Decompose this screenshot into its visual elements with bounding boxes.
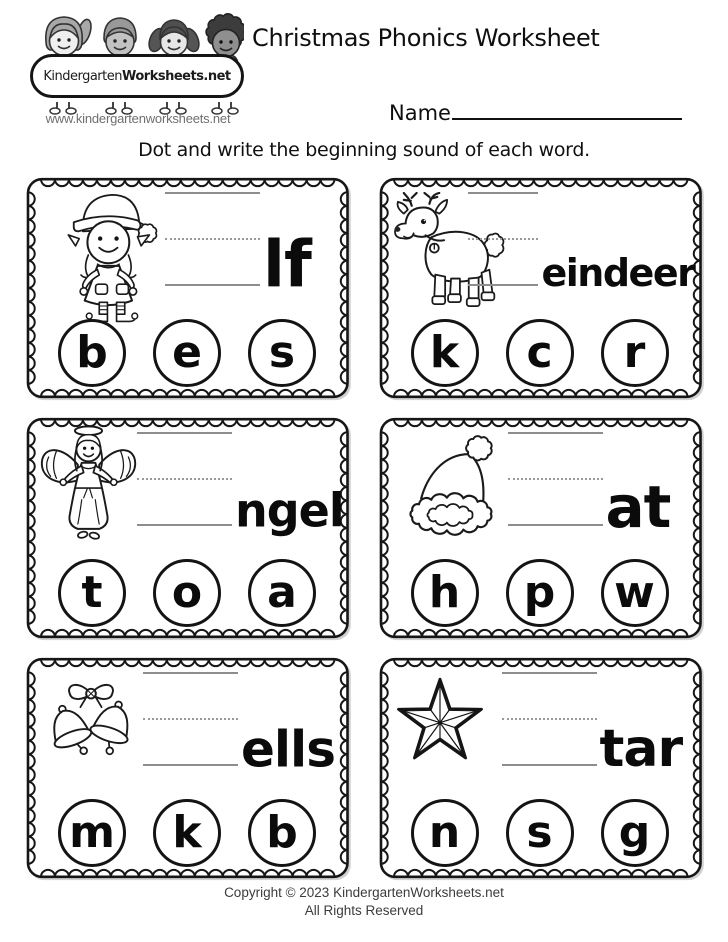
letter-bubble[interactable]: [58, 559, 126, 627]
letter-bubble[interactable]: [506, 559, 574, 627]
angel-illustration: [33, 422, 145, 560]
handwriting-guides[interactable]: [502, 672, 597, 766]
choice-letter: m: [69, 807, 115, 858]
choice-letter: a: [267, 567, 297, 618]
letter-choices: [58, 799, 316, 867]
choice-letter: e: [172, 327, 202, 378]
card-bells: [25, 656, 351, 880]
letter-bubble[interactable]: [601, 319, 669, 387]
brand-logo: [30, 8, 244, 132]
choice-letter: h: [428, 567, 461, 618]
website-url: www.kindergartenworksheets.net: [45, 111, 231, 126]
card-santa-hat: [378, 416, 704, 640]
guide-line-bottom: [165, 284, 260, 286]
word-suffix: tar: [599, 718, 683, 779]
choice-letter: w: [614, 567, 655, 618]
guide-line-top: [137, 432, 232, 434]
guide-line-bottom: [508, 524, 603, 526]
word-suffix: ells: [241, 720, 335, 779]
handwriting-guides[interactable]: [468, 192, 538, 286]
name-blank-line[interactable]: [452, 96, 682, 120]
letter-choices: [58, 559, 316, 627]
guide-line-bottom: [143, 764, 238, 766]
card-angel: [25, 416, 351, 640]
letter-bubble[interactable]: [411, 799, 479, 867]
letter-choices: [411, 319, 669, 387]
brand-badge: [30, 54, 244, 98]
handwriting-guides[interactable]: [143, 672, 238, 766]
letter-choices: [58, 319, 316, 387]
name-label: Name: [389, 101, 451, 125]
word-suffix: eindeer: [541, 250, 695, 295]
choice-letter: p: [523, 567, 556, 618]
guide-line-bottom: [468, 284, 538, 286]
handwriting-guides[interactable]: [508, 432, 603, 526]
letter-bubble[interactable]: [411, 559, 479, 627]
letter-bubble[interactable]: [153, 319, 221, 387]
choice-letter: s: [526, 807, 553, 858]
choice-letter: c: [526, 327, 553, 378]
choice-letter: s: [268, 327, 296, 378]
card-reindeer: [378, 176, 704, 400]
guide-line-top: [508, 432, 603, 434]
letter-bubble[interactable]: [248, 559, 316, 627]
letter-bubble[interactable]: [601, 559, 669, 627]
letter-bubble[interactable]: [58, 799, 126, 867]
letter-bubble[interactable]: [153, 799, 221, 867]
card-star: [378, 656, 704, 880]
brand-name-suffix: Worksheets.net: [121, 68, 231, 84]
instruction-text: Dot and write the beginning sound of each word.: [138, 139, 590, 161]
letter-bubble[interactable]: [248, 319, 316, 387]
letter-bubble[interactable]: [248, 799, 316, 867]
guide-line-top: [468, 192, 538, 194]
letter-bubble[interactable]: [411, 319, 479, 387]
choice-letter: b: [76, 327, 108, 378]
word-suffix: at: [605, 473, 671, 542]
guide-line-bottom: [502, 764, 597, 766]
choice-letter: n: [428, 807, 461, 858]
guide-line-middle: [468, 238, 538, 240]
letter-bubble[interactable]: [506, 319, 574, 387]
choice-letter: b: [266, 807, 298, 858]
elf-illustration: [61, 184, 163, 326]
bells-illustration: [33, 678, 149, 775]
guide-line-middle: [137, 478, 232, 480]
choice-letter: t: [81, 567, 103, 618]
cards-grid: [25, 176, 703, 880]
choice-letter: k: [172, 807, 202, 858]
name-row: [389, 96, 682, 125]
page-footer: [0, 884, 728, 920]
letter-bubble[interactable]: [506, 799, 574, 867]
guide-line-top: [143, 672, 238, 674]
handwriting-guides[interactable]: [165, 192, 260, 286]
letter-bubble[interactable]: [601, 799, 669, 867]
word-suffix: lf: [263, 228, 311, 303]
letter-bubble[interactable]: [153, 559, 221, 627]
star-illustration: [390, 668, 490, 772]
handwriting-guides[interactable]: [137, 432, 232, 526]
letter-choices: [411, 799, 669, 867]
choice-letter: g: [618, 807, 651, 858]
copyright-text: Copyright © 2023 KindergartenWorksheets.net: [224, 885, 504, 900]
guide-line-middle: [165, 238, 260, 240]
card-elf: [25, 176, 351, 400]
guide-line-middle: [508, 478, 603, 480]
guide-line-middle: [143, 718, 238, 720]
letter-choices: [411, 559, 669, 627]
choice-letter: o: [171, 567, 203, 618]
choice-letter: k: [429, 327, 460, 378]
santa-hat-illustration: [396, 422, 512, 548]
word-suffix: ngel: [235, 483, 344, 538]
guide-line-top: [165, 192, 260, 194]
letter-bubble[interactable]: [58, 319, 126, 387]
page-title: Christmas Phonics Worksheet: [252, 24, 600, 52]
guide-line-top: [502, 672, 597, 674]
rights-text: All Rights Reserved: [304, 903, 424, 919]
brand-name-prefix: Kindergarten: [43, 68, 122, 84]
guide-line-bottom: [137, 524, 232, 526]
choice-letter: r: [623, 327, 646, 378]
guide-line-middle: [502, 718, 597, 720]
